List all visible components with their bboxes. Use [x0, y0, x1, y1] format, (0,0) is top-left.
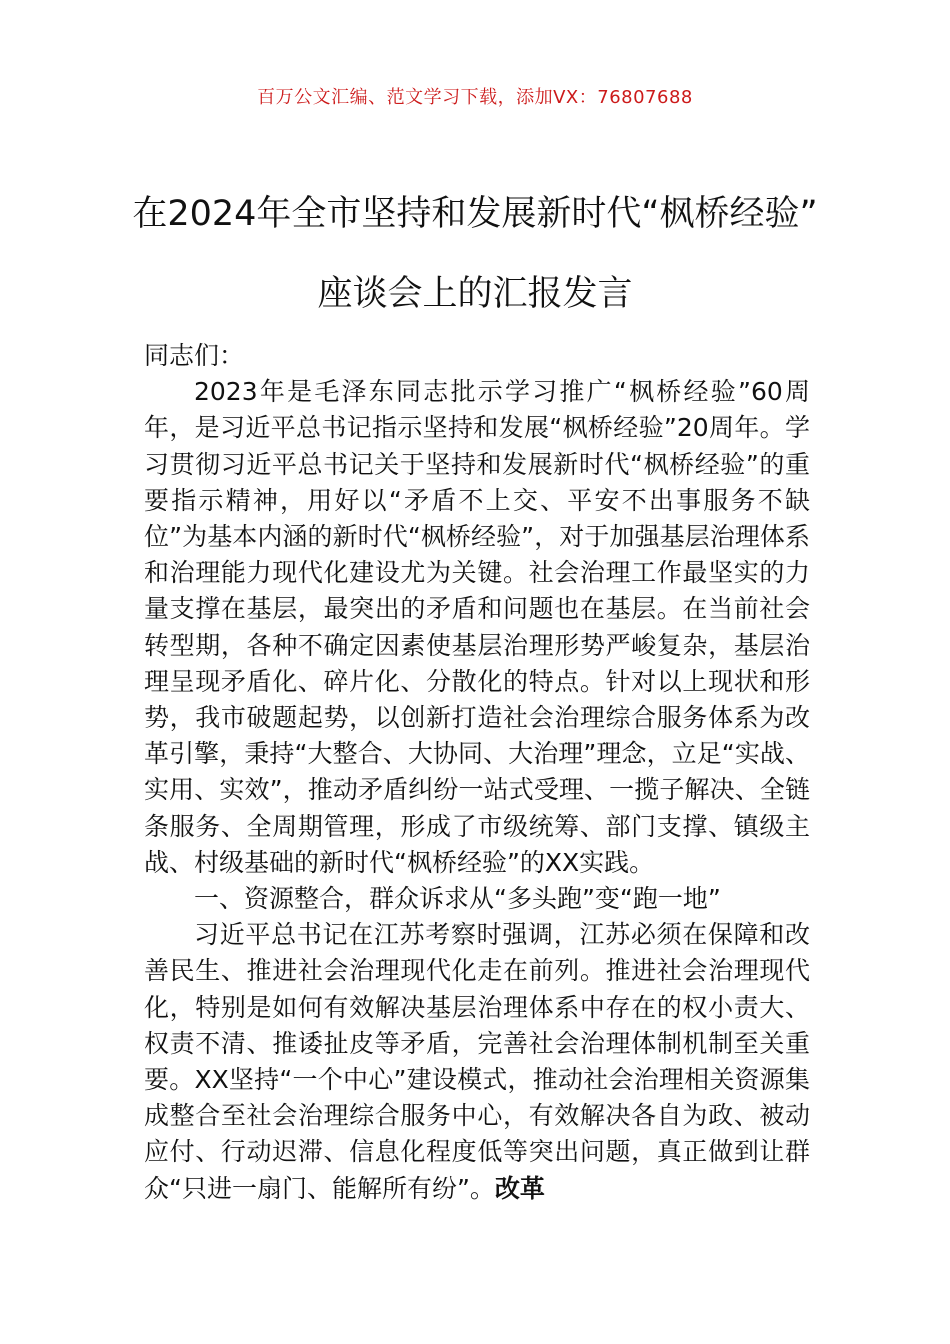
document-body	[144, 338, 810, 1207]
watermark-header: 百万公文汇编、范文学习下载，添加VX：76807688	[257, 87, 693, 108]
paragraph-section-1-bold-tail: 改革	[494, 1173, 545, 1203]
salutation: 同志们：	[144, 341, 245, 370]
page-title: 在2024年全市坚持和发展新时代“枫桥经验” 座谈会上的汇报发言	[132, 194, 818, 314]
paragraph-section-1	[144, 917, 810, 1207]
paragraph-intro: 2023年是毛泽东同志批示学习推广“枫桥经验”60周年，是习近平总书记指示坚持和发展“枫桥经验”20周年。学习贯彻习近平总书记关于坚持和发展新时代“枫桥经验”的重要指示精神，用好以“矛盾不上交、平安不出事服务不缺位”为基本内涵的新时代“枫桥经验”，对于加强基层治理体系和治理能力现代化建设尤为关键。社会治理工作最坚实的力量支撑在基层，最突出的矛盾和问题也在基层。在当前社会转型期，各种不确定因素使基层治理形势严峻复杂，基层治理呈现矛盾化、碎片化、分散化的特点。针对以上现状和形势，我市破题起势，以创新打造社会治理综合服务体系为改革引擎，秉持“大整合、大协同、大治理”理念，立足“实战、实用、实效”，推动矛盾纠纷一站式受理、一揽子解决、全链条服务、全周期管理，形成了市级统筹、部门支撑、镇级主战、村级基础的新时代“枫桥经验”的XX实践。	[144, 377, 810, 877]
section-heading-1: 一、资源整合，群众诉求从“多头跑”变“跑一地”	[194, 884, 721, 914]
paragraph-section-1-text: 习近平总书记在江苏考察时强调，江苏必须在保障和改善民生、推进社会治理现代化走在前列。推进社会治理现代化，特别是如何有效解决基层治理体系中存在的权小责大、权责不清、推诿扯皮等矛盾，完善社会治理体制机制至关重要。XX坚持“一个中心”建设模式，推动社会治理相关资源集成整合至社会治理综合服务中心，有效解决各自为政、被动应付、行动迟滞、信息化程度低等突出问题，真正做到让群众“只进一扇门、能解所有纷”。	[144, 920, 810, 1203]
